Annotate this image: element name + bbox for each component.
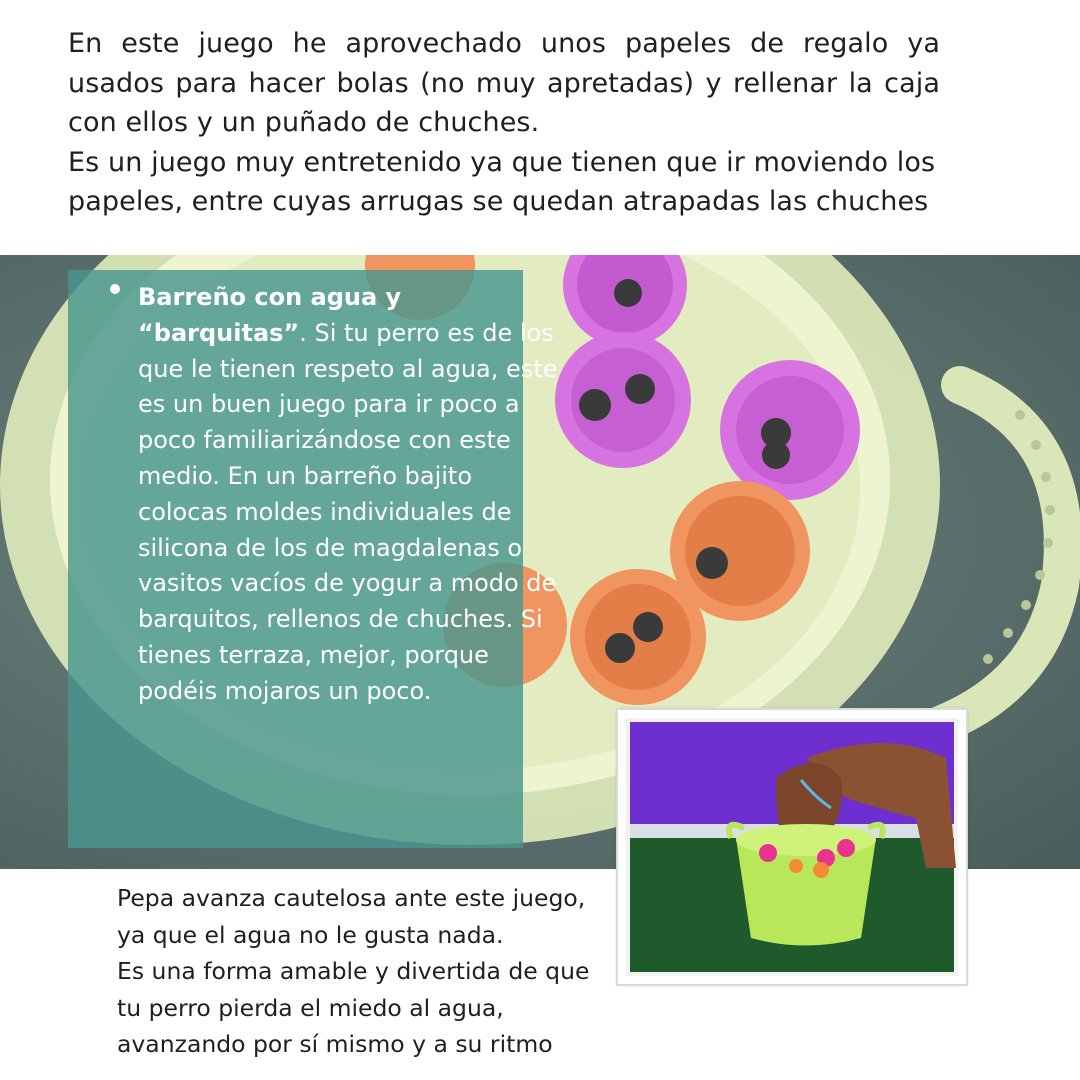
info-list	[68, 280, 568, 710]
intro-line: papeles, entre cuyas arrugas se quedan atrapadas las chuches	[68, 186, 929, 217]
info-panel	[68, 270, 558, 848]
caption-line: ya que el agua no le gusta nada.	[117, 920, 504, 949]
intro-line: usados para hacer bolas (no muy apretadas) y rellenar la caja	[68, 67, 940, 99]
intro-line: Es un juego muy entretenido ya que tienen que ir moviendo los	[68, 146, 936, 178]
intro-line: con ellos y un puñado de chuches.	[68, 107, 540, 138]
list-item-body: . Si tu perro es de los que le tienen respeto al agua, este es un buen juego para ir poco a poco familiarizándose con este medio. En un barreño bajito colocas moldes individuales de silicona de los de magdalenas o vasitos vacíos de yogur a modo de barquitos, rellenos de chuches. Si tienes terraza, mejor, porque podéis mojaros un poco.	[138, 318, 558, 705]
list-item	[138, 280, 568, 710]
dog-photo-image	[626, 718, 958, 976]
caption-line: avanzando por sí mismo y a su ritmo	[117, 1030, 553, 1058]
caption-line: Es una forma amable y divertida de que	[117, 957, 590, 985]
list-item-title: Barreño con agua y “barquitas”	[138, 283, 402, 347]
photo-caption	[117, 880, 617, 1063]
caption-line: tu perro pierda el miedo al agua,	[117, 993, 504, 1022]
caption-line: Pepa avanza cautelosa ante este juego,	[117, 884, 586, 912]
intro-text	[68, 24, 940, 222]
intro-line: En este juego he aprovechado unos papeles de regalo ya	[68, 28, 940, 59]
dog-photo	[618, 710, 966, 984]
